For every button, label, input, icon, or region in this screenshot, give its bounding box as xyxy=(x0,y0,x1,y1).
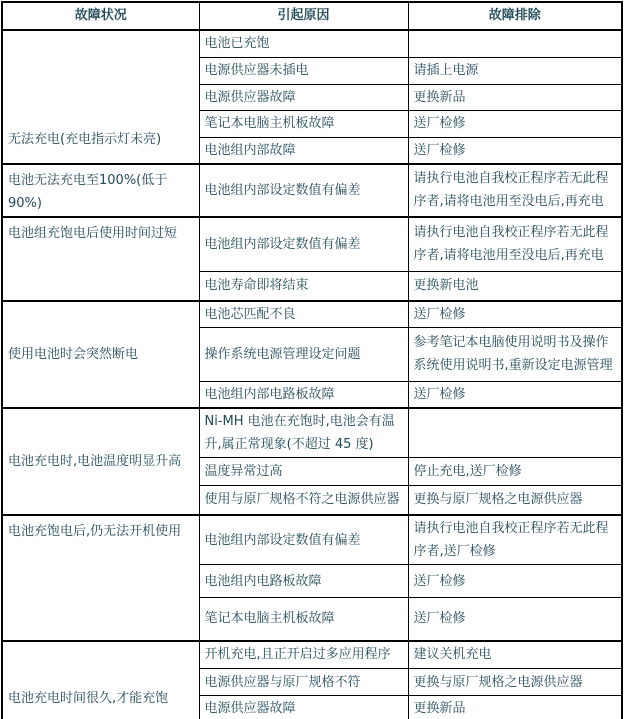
fix-cell: 送厂检修 xyxy=(408,598,622,641)
fix-cell: 建议关机充电 xyxy=(408,641,622,669)
fault-cell: 电池充电时,电池温度明显升高 xyxy=(2,408,199,516)
col-header-fault-status: 故障状况 xyxy=(2,2,199,30)
fix-cell: 请执行电池自我校正程序若无此程序者,送厂检修 xyxy=(408,515,622,565)
fix-cell: 送厂检修 xyxy=(408,137,622,164)
cause-cell: 电池芯匹配不良 xyxy=(199,301,408,328)
cause-cell: 温度异常过高 xyxy=(199,457,408,485)
fault-cell: 无法充电(充电指示灯未亮) xyxy=(2,30,199,164)
table-row xyxy=(2,515,622,565)
fix-cell: 送厂检修 xyxy=(408,110,622,137)
table-row xyxy=(2,164,622,217)
table-row xyxy=(2,301,622,328)
cause-cell: 电池组内部设定数值有偏差 xyxy=(199,217,408,272)
cause-cell: 开机充电,且正开启过多应用程序 xyxy=(199,641,408,669)
battery-troubleshooting-table xyxy=(1,1,623,719)
cause-cell: 电池组内部设定数值有偏差 xyxy=(199,515,408,565)
col-header-cause: 引起原因 xyxy=(199,2,408,30)
fix-cell: 停止充电,送厂检修 xyxy=(408,457,622,485)
header-row xyxy=(2,2,622,30)
fault-cell: 电池充电时间很久,才能充饱 xyxy=(2,641,199,719)
fault-cell: 使用电池时会突然断电 xyxy=(2,301,199,408)
cause-cell: 笔记本电脑主机板故障 xyxy=(199,598,408,641)
fix-cell: 请插上电源 xyxy=(408,57,622,84)
fix-cell: 参考笔记本电脑使用说明书及操作系统使用说明书,重新设定电源管理 xyxy=(408,327,622,381)
table-row xyxy=(2,217,622,272)
fix-cell: 送厂检修 xyxy=(408,301,622,328)
cause-cell: 电源供应器与原厂规格不符 xyxy=(199,669,408,696)
cause-cell: 笔记本电脑主机板故障 xyxy=(199,110,408,137)
cause-cell: 电池寿命即将结束 xyxy=(199,272,408,301)
fix-cell: 送厂检修 xyxy=(408,565,622,598)
fix-cell: 更换新品 xyxy=(408,696,622,719)
table-row xyxy=(2,641,622,669)
cause-cell: 电源供应器故障 xyxy=(199,696,408,719)
fault-cell: 电池充饱电后,仍无法开机使用 xyxy=(2,515,199,641)
cause-cell: 电源供应器未插电 xyxy=(199,57,408,84)
fix-cell xyxy=(408,408,622,458)
fix-cell: 请执行电池自我校正程序若无此程序者,请将电池用至没电后,再充电 xyxy=(408,217,622,272)
cause-cell: 电池已充饱 xyxy=(199,30,408,57)
cause-cell: 电池组内电路板故障 xyxy=(199,565,408,598)
fault-cell: 电池组充饱电后使用时间过短 xyxy=(2,217,199,301)
table-row xyxy=(2,408,622,458)
col-header-troubleshooting: 故障排除 xyxy=(408,2,622,30)
cause-cell: 电池组内部设定数值有偏差 xyxy=(199,164,408,217)
cause-cell: 电池组内部电路板故障 xyxy=(199,381,408,408)
cause-cell: Ni-MH 电池在充饱时,电池会有温升,属正常现象(不超过 45 度) xyxy=(199,408,408,458)
cause-cell: 电源供应器故障 xyxy=(199,84,408,110)
fix-cell: 更换新电池 xyxy=(408,272,622,301)
fix-cell: 请执行电池自我校正程序若无此程序者,请将电池用至没电后,再充电 xyxy=(408,164,622,217)
fix-cell: 更换与原厂规格之电源供应器 xyxy=(408,485,622,515)
fault-cell: 电池无法充电至100%(低于 90%) xyxy=(2,164,199,217)
fix-cell xyxy=(408,30,622,57)
fix-cell: 更换新品 xyxy=(408,84,622,110)
table-row xyxy=(2,30,622,57)
cause-cell: 操作系统电源管理设定问题 xyxy=(199,327,408,381)
fix-cell: 送厂检修 xyxy=(408,381,622,408)
cause-cell: 电池组内部故障 xyxy=(199,137,408,164)
cause-cell: 使用与原厂规格不符之电源供应器 xyxy=(199,485,408,515)
fix-cell: 更换与原厂规格之电源供应器 xyxy=(408,669,622,696)
